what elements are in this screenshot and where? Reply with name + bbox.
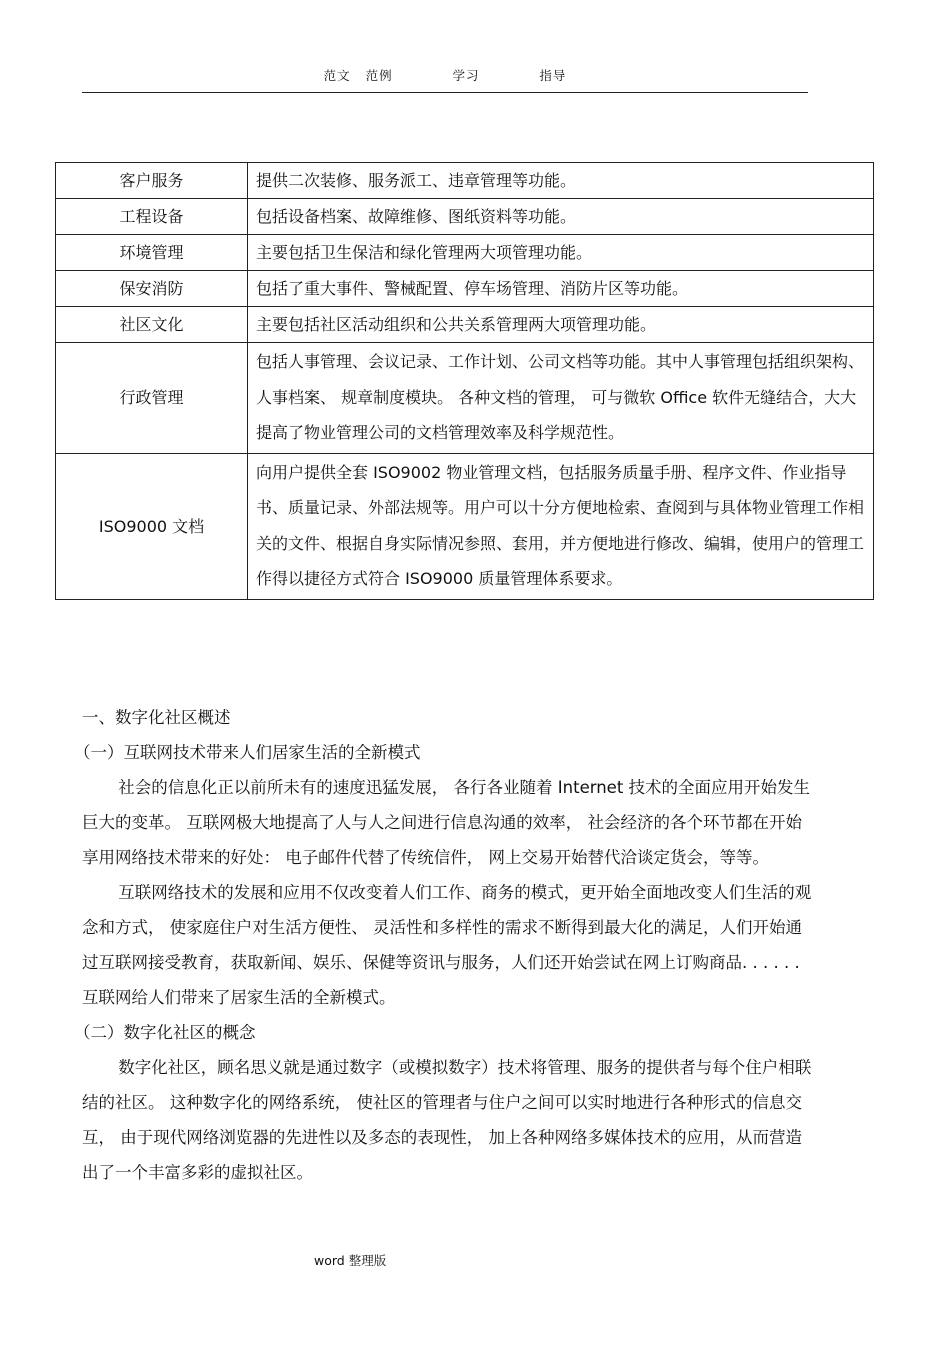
table-row bbox=[56, 163, 874, 199]
page-footer: word 整理版 bbox=[314, 1253, 387, 1268]
paragraph: 数字化社区，顾名思义就是通过数字（或模拟数字）技术将管理、服务的提供者与每个住户相联结的社区。 这种数字化的网络系统， 使社区的管理者与住户之间可以实时地进行各种形式的信息交互， 由于现代网络浏览器的先进性以及多态的表现性， 加上各种网络多媒体技术的应用，从而营造出了一个丰富多彩的虚拟社区。 bbox=[82, 1058, 812, 1182]
subsection-heading: （一）互联网技术带来人们居家生活的全新模式 bbox=[74, 743, 421, 762]
function-name: 保安消防 bbox=[56, 271, 248, 307]
table-row bbox=[56, 271, 874, 307]
function-desc: 向用户提供全套 ISO9002 物业管理文档，包括服务质量手册、程序文件、作业指导书、质量记录、外部法规等。用户可以十分方便地检索、查阅到与具体物业管理工作相关的文件、根据自身实际情况参照、套用，并方便地进行修改、编辑，使用户的管理工作得以捷径方式符合 ISO9000 质量管理体系要求。 bbox=[248, 453, 874, 599]
function-desc: 包括人事管理、会议记录、工作计划、公司文档等功能。其中人事管理包括组织架构、 人事档案、 规章制度模块。 各种文档的管理， 可与微软 Office 软件无缝结合，大大提高了物业管理公司的文档管理效率及科学规范性。 bbox=[248, 343, 874, 454]
subsection-heading: （二）数字化社区的概念 bbox=[74, 1023, 256, 1042]
table-row bbox=[56, 235, 874, 271]
function-desc: 主要包括卫生保洁和绿化管理两大项管理功能。 bbox=[248, 235, 874, 271]
section-heading: 一、数字化社区概述 bbox=[82, 708, 231, 727]
function-desc: 包括了重大事件、警械配置、停车场管理、消防片区等功能。 bbox=[248, 271, 874, 307]
table-row bbox=[56, 343, 874, 454]
page-header: 范文 范例 学习 指导 bbox=[82, 66, 808, 93]
function-name: 社区文化 bbox=[56, 307, 248, 343]
table-row bbox=[56, 199, 874, 235]
function-desc: 主要包括社区活动组织和公共关系管理两大项管理功能。 bbox=[248, 307, 874, 343]
paragraph: 互联网络技术的发展和应用不仅改变着人们工作、商务的模式，更开始全面地改变人们生活的观念和方式， 使家庭住户对生活方便性、 灵活性和多样性的需求不断得到最大化的满足，人们开始通过互联网接受教育，获取新闻、娱乐、保健等资讯与服务，人们还开始尝试在网上订购商品. . . . . . 互联网给人们带来了居家生活的全新模式。 bbox=[82, 883, 812, 1007]
table-row bbox=[56, 453, 874, 599]
function-desc: 提供二次装修、服务派工、违章管理等功能。 bbox=[248, 163, 874, 199]
function-table bbox=[55, 162, 874, 600]
function-name: 环境管理 bbox=[56, 235, 248, 271]
function-name: 工程设备 bbox=[56, 199, 248, 235]
function-desc: 包括设备档案、故障维修、图纸资料等功能。 bbox=[248, 199, 874, 235]
function-name: ISO9000 文档 bbox=[56, 453, 248, 599]
paragraph: 社会的信息化正以前所未有的速度迅猛发展， 各行各业随着 Internet 技术的全面应用开始发生巨大的变革。 互联网极大地提高了人与人之间进行信息沟通的效率， 社会经济的各个环节都在开始享用网络技术带来的好处： 电子邮件代替了传统信件， 网上交易开始替代洽谈定货会，等等。 bbox=[82, 778, 811, 867]
table-row bbox=[56, 307, 874, 343]
function-name: 行政管理 bbox=[56, 343, 248, 454]
function-name: 客户服务 bbox=[56, 163, 248, 199]
body-text bbox=[74, 700, 812, 1190]
